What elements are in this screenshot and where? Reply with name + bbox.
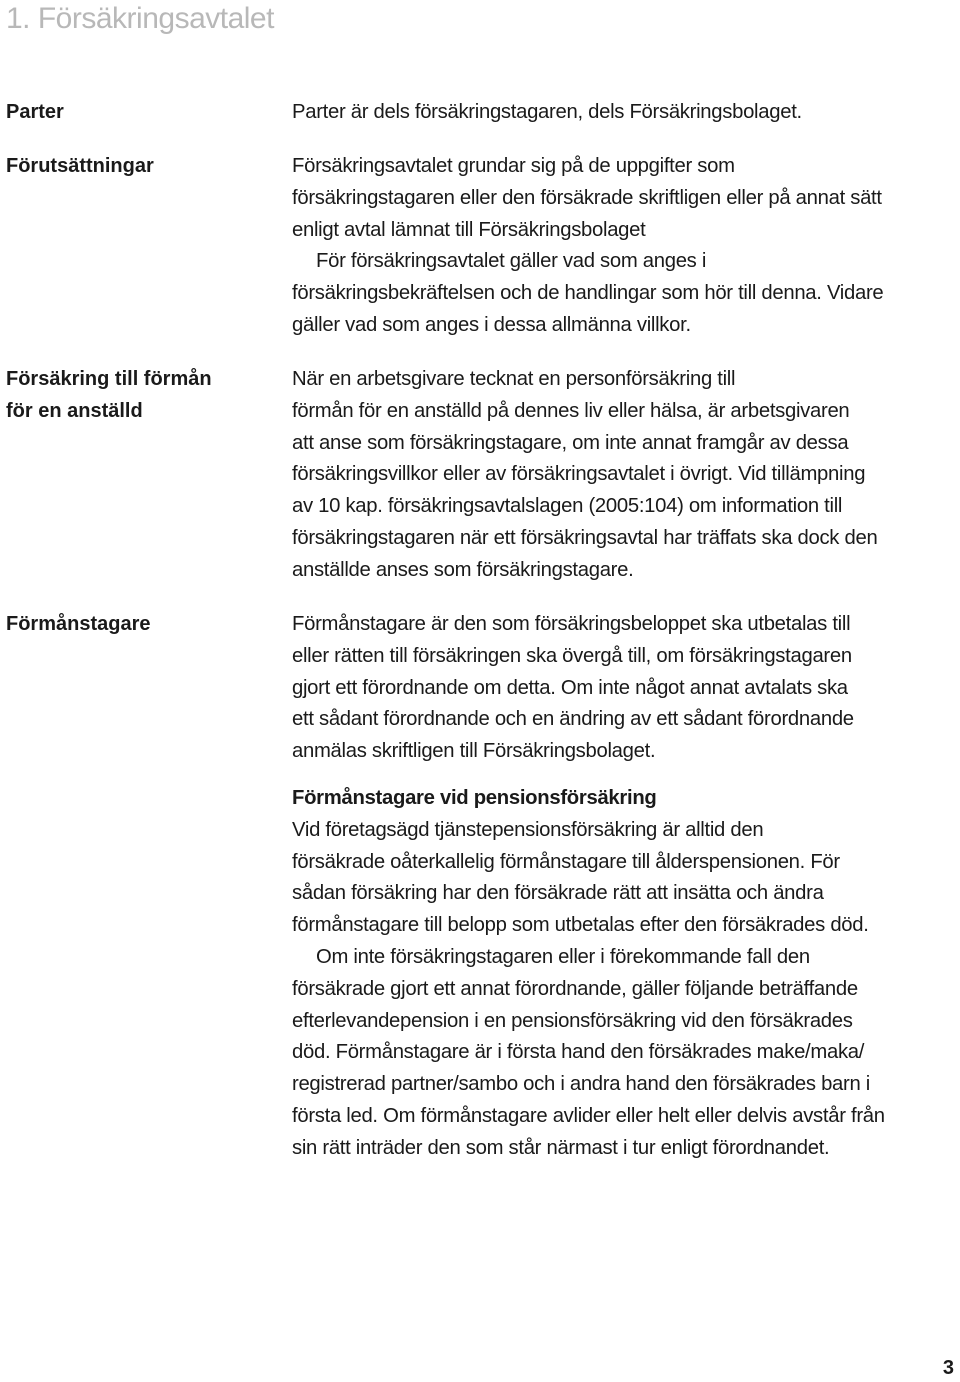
text-line-indented: För försäkringsavtalet gäller vad som anges i (316, 250, 707, 273)
text-line: Parter är dels försäkringstagaren, dels Försäkringsbolaget. (292, 101, 802, 123)
page-number: 3 (942, 1357, 954, 1379)
text-line: Vid företagsägd tjänstepensionsförsäkring är alltid den (292, 818, 764, 841)
text-line: anmälas skriftligen till Försäkringsbolaget. (292, 740, 656, 763)
label-line: Försäkring till förmån (6, 368, 212, 390)
text-line: försäkringstagaren när ett försäkringsavtal har träffats ska dock den (292, 526, 878, 549)
text-line: första led. Om förmånstagare avlider eller helt eller delvis avstår från (292, 1104, 885, 1127)
text-line: försäkringsbekräftelsen och de handlingar som hör till denna. Vidare (292, 282, 884, 305)
text-line: av 10 kap. försäkringsavtalslagen (2005:104) om information till (292, 495, 843, 518)
label-line: Parter (6, 101, 64, 123)
section-label-forsakring-till-forman (6, 364, 212, 427)
label-line: Förutsättningar (6, 155, 154, 177)
text-line: När en arbetsgivare tecknat en personförsäkring till (292, 368, 736, 390)
text-line: förmån för en anställd på dennes liv eller hälsa, är arbetsgivaren (292, 399, 850, 422)
text-line: anställde anses som försäkringstagare. (292, 558, 634, 581)
text-line: försäkringstagaren eller den försäkrade skriftligen eller på annat sätt (292, 186, 882, 209)
text-line: eller rätten till försäkringen ska övergå till, om försäkringstagaren (292, 644, 852, 667)
text-line: försäkringsvillkor eller av försäkringsavtalet i övrigt. Vid tillämpning (292, 463, 866, 486)
text-line: Försäkringsavtalet grundar sig på de uppgifter som (292, 155, 735, 177)
label-line: Förmånstagare (6, 613, 151, 635)
text-line: registrerad partner/sambo och i andra hand den försäkrades barn i (292, 1073, 871, 1096)
text-line: sådan försäkring har den försäkrade rätt att insätta och ändra (292, 882, 824, 905)
section-label-forutsattningar (6, 151, 154, 183)
text-line: försäkrade gjort ett annat förordnande, gäller följande beträffande (292, 977, 858, 1000)
subsection-heading: Förmånstagare vid pensionsförsäkring (292, 787, 657, 809)
text-line: Förmånstagare är den som försäkringsbeloppet ska utbetalas till (292, 613, 851, 635)
text-line: försäkrade oåterkallelig förmånstagare till ålderspensionen. För (292, 850, 840, 873)
text-line: efterlevandepension i en pensionsförsäkring vid den försäkrades (292, 1009, 853, 1032)
page-title: 1. Försäkringsavtalet (6, 2, 274, 35)
text-line: enligt avtal lämnat till Försäkringsbolaget (292, 218, 646, 241)
text-line: död. Förmånstagare är i första hand den försäkrades make/maka/ (292, 1041, 865, 1064)
paragraph-pensionsforsakring (292, 783, 885, 1165)
text-line: att anse som försäkringstagare, om inte annat framgår av dessa (292, 431, 849, 454)
paragraph-forutsattningar (292, 151, 883, 342)
section-label-parter (6, 97, 64, 129)
text-line: sin rätt inträder den som står närmast i tur enligt förordnandet. (292, 1136, 830, 1159)
text-line: ett sådant förordnande och en ändring av ett sådant förordnande (292, 708, 854, 731)
text-line: gjort ett förordnande om detta. Om inte något annat avtalats ska (292, 676, 848, 699)
label-line: för en anställd (6, 399, 143, 422)
paragraph-formanstagare (292, 609, 854, 768)
paragraph-forsakring-till-forman (292, 364, 877, 587)
text-line-indented: Om inte försäkringstagaren eller i förekommande fall den (316, 945, 810, 968)
paragraph-parter (292, 97, 802, 129)
text-line: gäller vad som anges i dessa allmänna villkor. (292, 313, 691, 336)
section-label-formanstagare (6, 609, 151, 641)
text-line: förmånstagare till belopp som utbetalas efter den försäkrades död. (292, 914, 869, 937)
